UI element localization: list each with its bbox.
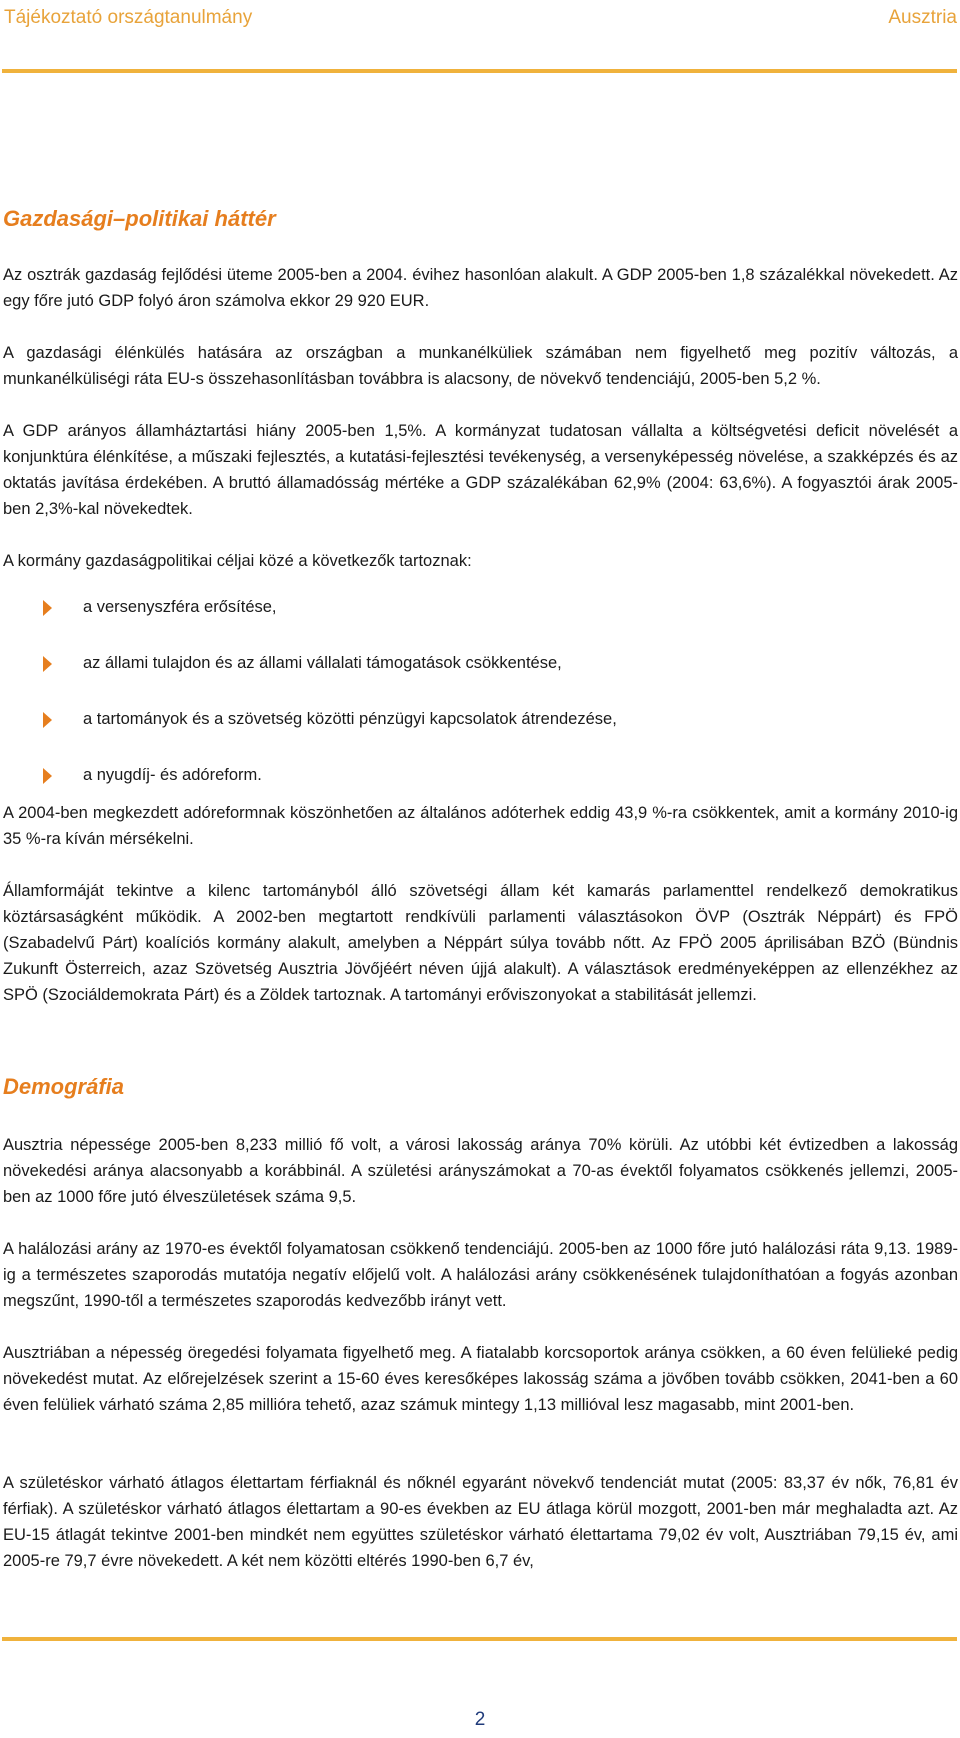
demography-paragraph-2: A halálozási arány az 1970-es évektől folyamatosan csökkenő tendenciájú. 2005-ben az 1000 főre jutó halálozási ráta 9,13. 1989-ig a természetes szaporodás mutatója negatív előjelű volt. A halálozási arány csökkenésének tulajdoníthatóan a fogyás azonban megszűnt, 1990-től a természetes szaporodás kedvezőbb irányt vett. xyxy=(3,1240,958,1310)
demography-paragraph-1: Ausztria népessége 2005-ben 8,233 millió fő volt, a városi lakosság aránya 70% körüli. Az utóbbi két évtizedben a lakosság növekedési aránya alacsonyabb a korábbinál. A születési arányszámokat a 70-as évektől folyamatos csökkenés jellemzi, 2005-ben az 1000 főre jutó élveszületések száma 9,5. xyxy=(3,1136,958,1206)
header-divider xyxy=(2,69,957,73)
triangle-bullet-icon xyxy=(43,656,52,672)
paragraph xyxy=(3,1236,958,1314)
paragraph xyxy=(3,1470,958,1574)
paragraph xyxy=(3,800,958,852)
list-item-text: a tartományok és a szövetség közötti pénzügyi kapcsolatok átrendezése, xyxy=(83,710,617,728)
economy-paragraph-5: A 2004-ben megkezdett adóreformnak köszönhetően az általános adóterhek eddig 43,9 %-ra csökkentek, amit a kormány 2010-ig 35 %-ra kíván mérsékelni. xyxy=(3,804,958,848)
demography-paragraph-3: Ausztriában a népesség öregedési folyamata figyelhető meg. A fiatalabb korcsoportok aránya csökken, a 60 éven felülieké pedig növekedést mutat. Az előrejelzések szerint a 15-60 éves keresőképes lakosság száma a jövőben tovább csökken, 2041-ben a 60 éven felüliek várható száma 2,85 millióra tehető, azaz számuk mintegy 1,13 millióval lesz magasabb, mint 2001-ben. xyxy=(3,1344,958,1414)
list-item-text: a versenyszféra erősítése, xyxy=(83,598,277,616)
list-item-text: a nyugdíj- és adóreform. xyxy=(83,766,262,784)
triangle-bullet-icon xyxy=(43,712,52,728)
paragraph xyxy=(3,262,958,314)
footer-divider xyxy=(2,1637,957,1641)
economy-paragraph-6: Államformáját tekintve a kilenc tartományból álló szövetségi állam két kamarás parlamenttel rendelkező demokratikus köztársaságként működik. A 2002-ben megtartott rendkívüli parlamenti választásokon ÖVP (Osztrák Néppárt) és FPÖ (Szabadelvű Párt) koalíciós kormány alakult, amelyben a Néppárt súlya tovább nőtt. Az FPÖ 2005 áprilisában BZÖ (Bündnis Zukunft Österreich, azaz Szövetség Ausztria Jövőjéért néven újjá alakult). A választások eredményeképpen az ellenzékhez az SPÖ (Szociáldemokrata Párt) és a Zöldek tartoznak. A tartományi erőviszonyokat a stabilitását jellemzi. xyxy=(3,882,958,1004)
page-header xyxy=(0,0,960,40)
economy-paragraph-4: A kormány gazdaságpolitikai céljai közé a következők tartoznak: xyxy=(3,552,472,570)
paragraph xyxy=(3,548,958,574)
economy-paragraph-3: A GDP arányos államháztartási hiány 2005-ben 1,5%. A kormányzat tudatosan vállalta a költségvetési deficit növelését a konjunktúra élénkítése, a műszaki fejlesztés, a kutatási-fejlesztési tevékenység, a versenyképesség növelése, a szakképzés és az oktatás javítása érdekében. A bruttó államadósság mértéke a GDP százalékában 62,9% (2004: 63,6%). A fogyasztói árak 2005-ben 2,3%-kal növekedtek. xyxy=(3,422,958,518)
paragraph xyxy=(3,1132,958,1210)
paragraph xyxy=(3,878,958,1008)
list-item-text: az állami tulajdon és az állami vállalati támogatások csökkentése, xyxy=(83,654,562,672)
section-heading-economy: Gazdasági–politikai háttér xyxy=(3,206,276,231)
triangle-bullet-icon xyxy=(43,768,52,784)
document-title: Tájékoztató országtanulmány xyxy=(4,7,253,28)
page-number: 2 xyxy=(474,1709,486,1730)
paragraph xyxy=(3,1340,958,1418)
economy-paragraph-1: Az osztrák gazdaság fejlődési üteme 2005-ben a 2004. évihez hasonlóan alakult. A GDP 2005-ben 1,8 százalékkal növekedett. Az egy főre jutó GDP folyó áron számolva ekkor 29 920 EUR. xyxy=(3,266,958,310)
triangle-bullet-icon xyxy=(43,600,52,616)
country-name: Ausztria xyxy=(888,7,957,28)
paragraph xyxy=(3,418,958,522)
economy-paragraph-2: A gazdasági élénkülés hatására az országban a munkanélküliek számában nem figyelhető meg pozitív változás, a munkanélküliségi ráta EU-s összehasonlításban továbbra is alacsony, de növekvő tendenciájú, 2005-ben 5,2 %. xyxy=(3,344,958,388)
demography-paragraph-4: A születéskor várható átlagos élettartam férfiaknál és nőknél egyaránt növekvő tendenciát mutat (2005: 83,37 év nők, 76,81 év férfiak). A születéskor várható átlagos élettartam a 90-es években az EU átlaga körül mozgott, 2001-ben már meghaladta azt. Az EU-15 átlagát tekintve 2001-ben mindkét nem együttes születéskor várható élettartama 79,02 év volt, Ausztriában 79,15 év, ami 2005-re 79,7 évre növekedett. A két nem közötti eltérés 1990-ben 6,7 év, xyxy=(3,1474,958,1570)
section-heading-demography: Demográfia xyxy=(3,1074,125,1099)
paragraph xyxy=(3,340,958,392)
